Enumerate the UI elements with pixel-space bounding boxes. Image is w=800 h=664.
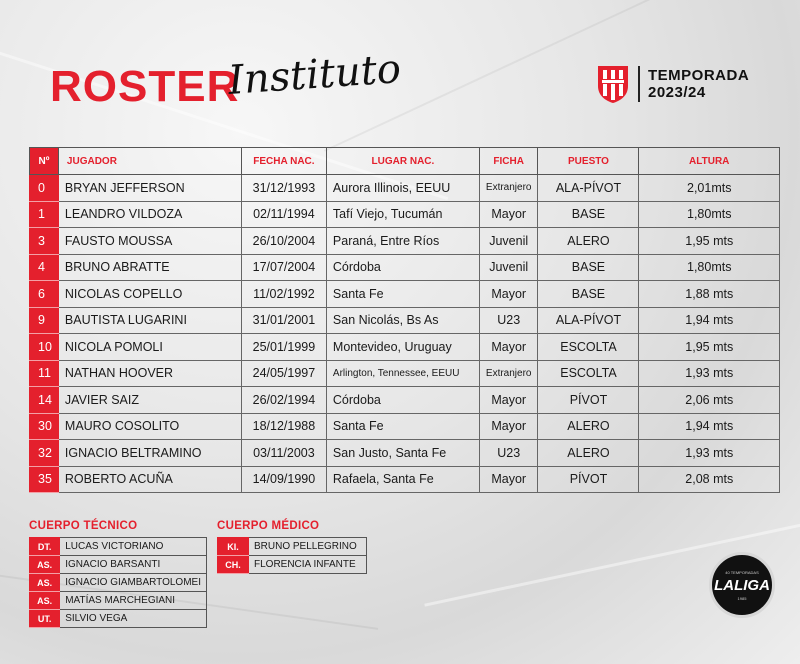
- title-main: ROSTER: [50, 62, 240, 111]
- player-birthdate: 26/02/1994: [241, 387, 326, 414]
- player-birthplace: San Nicolás, Bs As: [326, 307, 479, 334]
- table-row: [30, 413, 780, 440]
- staff-role: DT.: [30, 538, 60, 556]
- la-liga-logo: [709, 552, 775, 618]
- player-birthplace: Arlington, Tennessee, EEUU: [326, 360, 479, 387]
- player-number: 4: [30, 254, 59, 281]
- player-birthplace: Córdoba: [326, 387, 479, 414]
- staff-role: AS.: [30, 556, 60, 574]
- roster-header-row: [30, 148, 780, 175]
- player-birthdate: 02/11/1994: [241, 201, 326, 228]
- player-number: 32: [30, 440, 59, 467]
- staff-row: [30, 610, 207, 628]
- player-ficha: Extranjero: [479, 175, 538, 202]
- staff-row: [218, 538, 367, 556]
- player-ficha: U23: [479, 440, 538, 467]
- header-number: Nº: [30, 148, 59, 175]
- player-position: PÍVOT: [538, 466, 639, 493]
- player-height: 2,08 mts: [639, 466, 780, 493]
- player-ficha: Extranjero: [479, 360, 538, 387]
- player-number: 35: [30, 466, 59, 493]
- player-birthdate: 26/10/2004: [241, 228, 326, 255]
- player-height: 1,88 mts: [639, 281, 780, 308]
- staff-row: [30, 574, 207, 592]
- player-height: 1,93 mts: [639, 440, 780, 467]
- player-height: 1,94 mts: [639, 307, 780, 334]
- player-birthplace: Santa Fe: [326, 281, 479, 308]
- player-birthplace: Rafaela, Santa Fe: [326, 466, 479, 493]
- liga-logo-bottom: 1985: [737, 595, 747, 601]
- player-number: 0: [30, 175, 59, 202]
- player-number: 30: [30, 413, 59, 440]
- player-ficha: Mayor: [479, 334, 538, 361]
- roster-table: [29, 147, 780, 493]
- player-ficha: Mayor: [479, 413, 538, 440]
- table-row: [30, 440, 780, 467]
- player-position: ALERO: [538, 440, 639, 467]
- player-birthplace: Paraná, Entre Ríos: [326, 228, 479, 255]
- player-height: 2,01mts: [639, 175, 780, 202]
- player-height: 1,94 mts: [639, 413, 780, 440]
- player-position: ALERO: [538, 228, 639, 255]
- player-ficha: Mayor: [479, 466, 538, 493]
- player-birthplace: Aurora Illinois, EEUU: [326, 175, 479, 202]
- header-player: JUGADOR: [58, 148, 241, 175]
- table-row: [30, 281, 780, 308]
- player-ficha: Mayor: [479, 281, 538, 308]
- medical-staff-table: [217, 537, 367, 574]
- player-birthplace: Córdoba: [326, 254, 479, 281]
- player-birthplace: San Justo, Santa Fe: [326, 440, 479, 467]
- player-height: 1,95 mts: [639, 334, 780, 361]
- header-position: PUESTO: [538, 148, 639, 175]
- season-separator: [638, 66, 640, 102]
- player-name: NICOLAS COPELLO: [58, 281, 241, 308]
- player-name: MAURO COSOLITO: [58, 413, 241, 440]
- player-position: ALA-PÍVOT: [538, 175, 639, 202]
- staff-name: MATÍAS MARCHEGIANI: [60, 592, 207, 610]
- player-birthplace: Santa Fe: [326, 413, 479, 440]
- header-birthdate: FECHA NAC.: [241, 148, 326, 175]
- player-birthdate: 17/07/2004: [241, 254, 326, 281]
- staff-role: AS.: [30, 592, 60, 610]
- staff-role: AS.: [30, 574, 60, 592]
- player-number: 10: [30, 334, 59, 361]
- player-position: BASE: [538, 201, 639, 228]
- player-name: FAUSTO MOUSSA: [58, 228, 241, 255]
- player-position: BASE: [538, 254, 639, 281]
- medical-staff-title: CUERPO MÉDICO: [217, 520, 320, 532]
- table-row: [30, 387, 780, 414]
- player-name: BRUNO ABRATTE: [58, 254, 241, 281]
- table-row: [30, 334, 780, 361]
- table-row: [30, 307, 780, 334]
- player-birthdate: 11/02/1992: [241, 281, 326, 308]
- table-row: [30, 254, 780, 281]
- player-number: 14: [30, 387, 59, 414]
- player-height: 1,80mts: [639, 201, 780, 228]
- page-title: [50, 46, 403, 112]
- staff-role: KI.: [218, 538, 249, 556]
- coaching-staff-title: CUERPO TÉCNICO: [29, 520, 138, 532]
- player-ficha: Mayor: [479, 201, 538, 228]
- staff-row: [30, 538, 207, 556]
- player-number: 3: [30, 228, 59, 255]
- staff-row: [30, 592, 207, 610]
- staff-name: IGNACIO GIAMBARTOLOMEI: [60, 574, 207, 592]
- player-name: ROBERTO ACUÑA: [58, 466, 241, 493]
- club-shield-icon: [596, 64, 630, 104]
- player-name: NICOLA POMOLI: [58, 334, 241, 361]
- player-ficha: U23: [479, 307, 538, 334]
- staff-role: CH.: [218, 556, 249, 574]
- staff-name: LUCAS VICTORIANO: [60, 538, 207, 556]
- player-birthplace: Tafí Viejo, Tucumán: [326, 201, 479, 228]
- player-position: BASE: [538, 281, 639, 308]
- table-row: [30, 175, 780, 202]
- staff-name: IGNACIO BARSANTI: [60, 556, 207, 574]
- medical-staff: [217, 520, 367, 574]
- player-birthplace: Montevideo, Uruguay: [326, 334, 479, 361]
- player-name: NATHAN HOOVER: [58, 360, 241, 387]
- player-number: 1: [30, 201, 59, 228]
- coaching-staff-table: [29, 537, 207, 628]
- liga-logo-top: 40 TEMPORADAS: [725, 569, 759, 575]
- player-ficha: Mayor: [479, 387, 538, 414]
- player-position: ALERO: [538, 413, 639, 440]
- player-birthdate: 24/05/1997: [241, 360, 326, 387]
- season-label: TEMPORADA: [648, 67, 750, 84]
- staff-name: SILVIO VEGA: [60, 610, 207, 628]
- header-ficha: FICHA: [479, 148, 538, 175]
- header-height: ALTURA: [639, 148, 780, 175]
- player-height: 1,80mts: [639, 254, 780, 281]
- player-name: JAVIER SAIZ: [58, 387, 241, 414]
- table-row: [30, 360, 780, 387]
- staff-row: [30, 556, 207, 574]
- player-birthdate: 14/09/1990: [241, 466, 326, 493]
- player-height: 1,95 mts: [639, 228, 780, 255]
- table-row: [30, 466, 780, 493]
- coaching-staff: [29, 520, 207, 628]
- staff-row: [218, 556, 367, 574]
- player-number: 11: [30, 360, 59, 387]
- header-birthplace: LUGAR NAC.: [326, 148, 479, 175]
- player-height: 2,06 mts: [639, 387, 780, 414]
- player-birthdate: 31/01/2001: [241, 307, 326, 334]
- player-birthdate: 18/12/1988: [241, 413, 326, 440]
- staff-name: BRUNO PELLEGRINO: [249, 538, 367, 556]
- player-position: PÍVOT: [538, 387, 639, 414]
- player-ficha: Juvenil: [479, 254, 538, 281]
- player-position: ESCOLTA: [538, 360, 639, 387]
- player-name: LEANDRO VILDOZA: [58, 201, 241, 228]
- player-position: ALA-PÍVOT: [538, 307, 639, 334]
- staff-role: UT.: [30, 610, 60, 628]
- player-name: BRYAN JEFFERSON: [58, 175, 241, 202]
- player-name: BAUTISTA LUGARINI: [58, 307, 241, 334]
- staff-name: FLORENCIA INFANTE: [249, 556, 367, 574]
- player-ficha: Juvenil: [479, 228, 538, 255]
- season-years: 2023/24: [648, 84, 706, 101]
- player-position: ESCOLTA: [538, 334, 639, 361]
- player-number: 6: [30, 281, 59, 308]
- player-name: IGNACIO BELTRAMINO: [58, 440, 241, 467]
- player-birthdate: 25/01/1999: [241, 334, 326, 361]
- table-row: [30, 228, 780, 255]
- player-birthdate: 03/11/2003: [241, 440, 326, 467]
- liga-logo-name: LALIGA: [714, 576, 770, 594]
- table-row: [30, 201, 780, 228]
- season-header: [596, 64, 749, 104]
- player-height: 1,93 mts: [639, 360, 780, 387]
- player-number: 9: [30, 307, 59, 334]
- title-script: Instituto: [226, 46, 403, 104]
- player-birthdate: 31/12/1993: [241, 175, 326, 202]
